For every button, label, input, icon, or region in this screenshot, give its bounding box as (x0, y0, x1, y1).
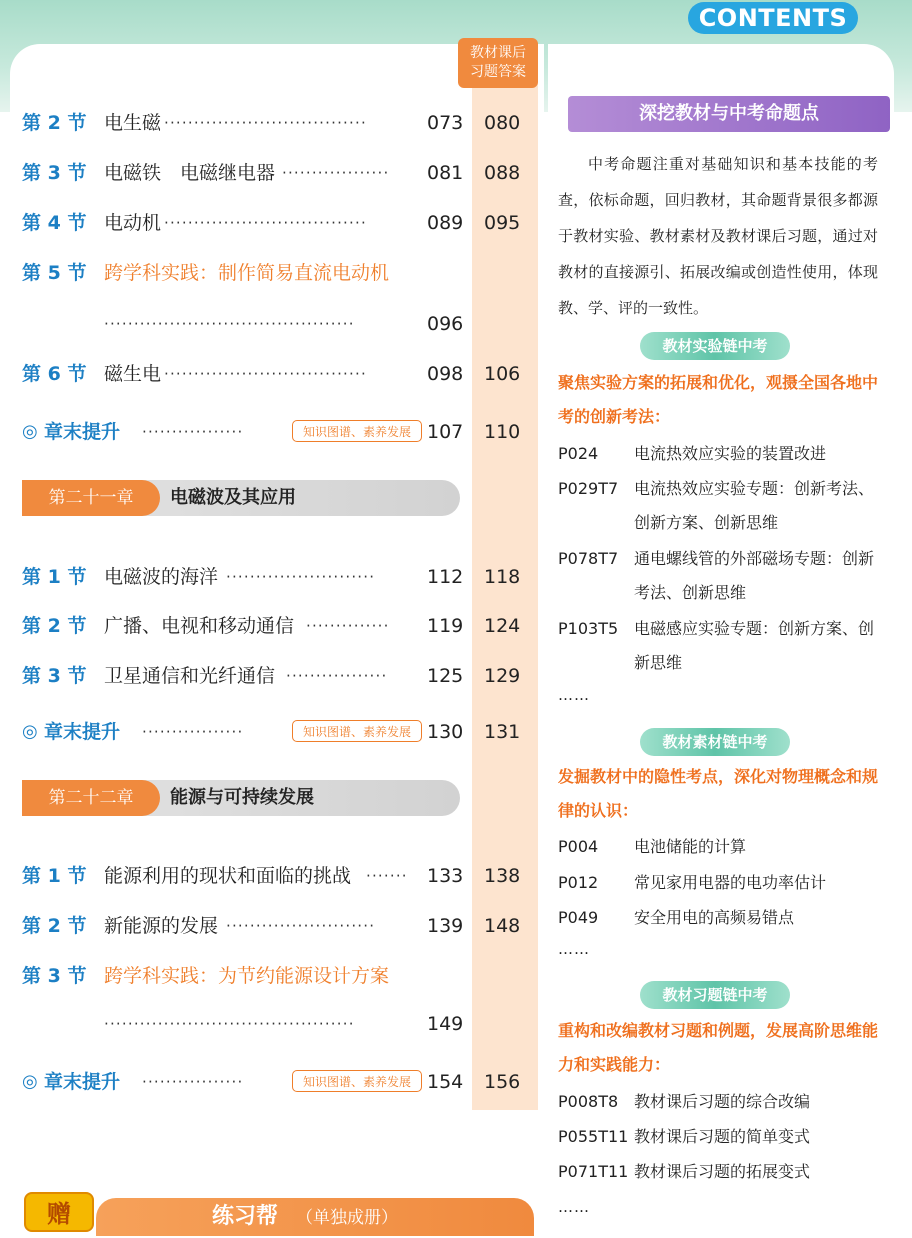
page-number: 107 (427, 421, 464, 443)
leader-dots: ················· (142, 1073, 244, 1091)
toc-row[interactable] (0, 207, 540, 239)
item-code: P071T11 (558, 1162, 629, 1181)
section-number: 第 5 节 (22, 262, 87, 284)
toc-row[interactable] (0, 257, 540, 289)
leader-dots: ·································· (164, 114, 367, 132)
page-number: 098 (427, 363, 464, 385)
item-code: P078T7 (558, 549, 619, 568)
chapter-number: 第二十一章 (22, 480, 160, 516)
item-desc: 电流热效应实验专题：创新考法、创新方案、创新思维 (634, 479, 875, 532)
review-tag: 知识图谱、素养发展 (292, 420, 422, 442)
section-pill: 教材习题链中考 (640, 981, 790, 1009)
leader-dots: ·········································· (104, 1015, 355, 1033)
answer-page: 080 (484, 112, 521, 134)
leader-dots: ················· (142, 723, 244, 741)
toc-row[interactable] (0, 960, 540, 992)
section-number: 第 3 节 (22, 162, 87, 184)
section-title: 电磁铁 电磁继电器 (104, 162, 276, 184)
section-title: 跨学科实践：制作简易直流电动机 (104, 262, 390, 284)
gift-ribbon (96, 1198, 534, 1236)
answer-page: 138 (484, 865, 521, 887)
gift-banner (0, 1192, 544, 1236)
section-number: 第 3 节 (22, 665, 87, 687)
toc-row[interactable] (0, 358, 540, 390)
page-number: 154 (427, 1071, 464, 1093)
feature-intro: 中考命题注重对基础知识和基本技能的考查，依标命题，回归教材，其命题背景很多都源于教材实验、教材素材及教材课后习题，通过对教材的直接源引、拓展改编或创造性使用，体现教、学、评的一致性。 (558, 155, 878, 317)
item-desc: 安全用电的高频易错点 (634, 908, 795, 927)
chapter-header[interactable] (22, 780, 460, 816)
section-pill: 教材素材链中考 (640, 728, 790, 756)
section-title: 电磁波的海洋 (104, 566, 219, 588)
toc-row[interactable] (0, 910, 540, 942)
item-code: P004 (558, 837, 599, 856)
circle-bullet-icon: ◎ (22, 421, 38, 442)
toc-row[interactable] (0, 860, 540, 892)
contents-badge: CONTENTS (688, 2, 858, 34)
answer-page: 129 (484, 665, 521, 687)
toc-row[interactable] (0, 561, 540, 593)
leader-dots: ················· (286, 667, 388, 685)
section-number: 第 4 节 (22, 212, 87, 234)
page-number: 119 (427, 615, 464, 637)
section-number: 第 1 节 (22, 566, 87, 588)
page-number: 089 (427, 212, 464, 234)
item-code: P012 (558, 873, 599, 892)
section-title: 广播、电视和移动通信 (104, 615, 295, 637)
chapter-review-label: 章末提升 (44, 1071, 121, 1093)
answer-page: 131 (484, 721, 521, 743)
item-desc: 常见家用电器的电功率估计 (634, 873, 827, 892)
section-lead: 聚焦实验方案的拓展和优化，观摄全国各地中考的创新考法： (558, 373, 879, 426)
chapter-review-label: 章末提升 (44, 421, 121, 443)
answer-page: 110 (484, 421, 521, 443)
toc-row[interactable] (0, 610, 540, 642)
section-title: 跨学科实践：为节约能源设计方案 (104, 965, 390, 987)
page-number: 096 (427, 313, 464, 335)
section-number: 第 2 节 (22, 112, 87, 134)
leader-dots: ·································· (164, 365, 367, 383)
section-number: 第 2 节 (22, 915, 87, 937)
item-desc: 通电螺线管的外部磁场专题：创新考法、创新思维 (634, 549, 875, 602)
feature-heading: 深挖教材与中考命题点 (568, 96, 890, 132)
page-number: 149 (427, 1013, 464, 1035)
item-code: P049 (558, 908, 599, 927)
section-title: 新能源的发展 (104, 915, 219, 937)
toc-row[interactable] (0, 107, 540, 139)
section-lead: 发掘教材中的隐性考点，深化对物理概念和规律的认识： (558, 767, 879, 820)
chapter-header[interactable] (22, 480, 460, 516)
toc-row[interactable] (0, 660, 540, 692)
answer-page: 088 (484, 162, 521, 184)
ellipsis: …… (558, 940, 590, 958)
item-desc: 电池储能的计算 (634, 837, 747, 856)
section-title: 能源利用的现状和面临的挑战 (104, 865, 352, 887)
item-code: P024 (558, 444, 599, 463)
answer-page: 156 (484, 1071, 521, 1093)
review-tag: 知识图谱、素养发展 (292, 1070, 422, 1092)
item-code: P029T7 (558, 479, 619, 498)
item-desc: 电流热效应实验的装置改进 (634, 444, 827, 463)
circle-bullet-icon: ◎ (22, 1071, 38, 1092)
item-desc: 电磁感应实验专题：创新方案、创新思维 (634, 619, 875, 672)
toc-row-continued[interactable] (0, 308, 540, 340)
chapter-title: 电磁波及其应用 (170, 487, 296, 508)
item-code: P055T11 (558, 1127, 629, 1146)
circle-bullet-icon: ◎ (22, 721, 38, 742)
page-number: 112 (427, 566, 464, 588)
item-desc: 教材课后习题的简单变式 (634, 1127, 811, 1146)
ellipsis: …… (558, 1198, 590, 1216)
page-number: 125 (427, 665, 464, 687)
answer-column-header: 教材课后 习题答案 (458, 38, 538, 88)
section-title: 卫星通信和光纤通信 (104, 665, 276, 687)
leader-dots: ·································· (164, 214, 367, 232)
section-number: 第 1 节 (22, 865, 87, 887)
answer-page: 124 (484, 615, 521, 637)
leader-dots: ······· (366, 867, 408, 885)
answer-page: 118 (484, 566, 521, 588)
page-number: 139 (427, 915, 464, 937)
leader-dots: ························· (226, 917, 376, 935)
leader-dots: ·············· (306, 617, 390, 635)
section-lead: 重构和改编教材习题和例题，发展高阶思维能力和实践能力： (558, 1021, 879, 1074)
page-number: 073 (427, 112, 464, 134)
section-title: 磁生电 (104, 363, 162, 385)
ellipsis: …… (558, 686, 590, 704)
review-tag: 知识图谱、素养发展 (292, 720, 422, 742)
chapter-review-label: 章末提升 (44, 721, 121, 743)
leader-dots: ················· (142, 423, 244, 441)
page-number: 133 (427, 865, 464, 887)
item-code: P103T5 (558, 619, 619, 638)
answer-page: 106 (484, 363, 521, 385)
item-desc: 教材课后习题的综合改编 (634, 1092, 811, 1111)
item-desc: 教材课后习题的拓展变式 (634, 1162, 811, 1181)
chapter-review-row[interactable] (0, 716, 540, 748)
chapter-title: 能源与可持续发展 (170, 787, 314, 808)
leader-dots: ························· (226, 568, 376, 586)
section-title: 电生磁 (104, 112, 162, 134)
leader-dots: ·················· (282, 164, 390, 182)
gift-subtitle: （单独成册） (296, 1208, 398, 1228)
chapter-number: 第二十二章 (22, 780, 160, 816)
page-number: 081 (427, 162, 464, 184)
toc-row[interactable] (0, 157, 540, 189)
toc-row-continued[interactable] (0, 1008, 540, 1040)
chapter-review-row[interactable] (0, 1066, 540, 1098)
page-number: 130 (427, 721, 464, 743)
gift-title: 练习帮 (212, 1204, 279, 1229)
section-pill: 教材实验链中考 (640, 332, 790, 360)
leader-dots: ·········································· (104, 315, 355, 333)
answer-page: 148 (484, 915, 521, 937)
item-code: P008T8 (558, 1092, 619, 1111)
section-number: 第 6 节 (22, 363, 87, 385)
chapter-review-row[interactable] (0, 416, 540, 448)
answer-page: 095 (484, 212, 521, 234)
section-number: 第 2 节 (22, 615, 87, 637)
gift-badge: 赠 (24, 1192, 94, 1232)
section-title: 电动机 (104, 212, 162, 234)
section-number: 第 3 节 (22, 965, 87, 987)
